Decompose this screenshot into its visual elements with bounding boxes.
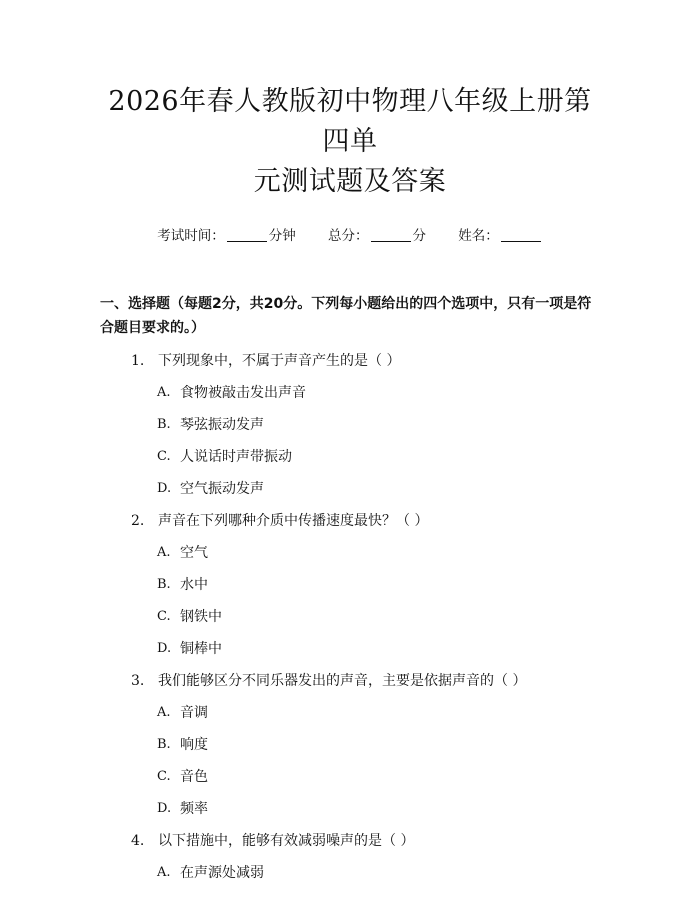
question-number: 1. xyxy=(131,353,145,369)
question-number: 3. xyxy=(131,673,145,689)
option-letter: D. xyxy=(157,801,172,816)
option xyxy=(100,702,600,724)
option-text: 空气振动发声 xyxy=(180,481,264,497)
exam-time-label: 考试时间： xyxy=(157,228,225,244)
option xyxy=(100,766,600,788)
option xyxy=(100,382,600,404)
question xyxy=(100,510,600,660)
question-text: 声音在下列哪种介质中传播速度最快？（ ） xyxy=(158,513,429,529)
question-list xyxy=(100,350,600,884)
option-letter: D. xyxy=(157,641,172,656)
student-name-blank xyxy=(501,227,541,242)
option xyxy=(100,862,600,884)
question-number: 4. xyxy=(131,833,145,849)
option xyxy=(100,446,600,468)
option xyxy=(100,542,600,564)
page-title xyxy=(100,0,600,202)
option-text: 空气 xyxy=(180,545,208,561)
total-score-label: 总分： xyxy=(328,228,369,244)
option-letter: B. xyxy=(157,737,171,752)
section-heading-choice: 一、选择题（每题2分，共20分。下列每小题给出的四个选项中，只有一项是符合题目要求的。） xyxy=(100,296,592,336)
title-line-2: 元测试题及答案 xyxy=(253,166,447,197)
option-letter: B. xyxy=(157,417,171,432)
option-text: 音调 xyxy=(180,705,208,721)
option-letter: C. xyxy=(157,769,171,784)
option-text: 钢铁中 xyxy=(180,609,222,625)
option-letter: D. xyxy=(157,481,172,496)
student-name-field xyxy=(458,226,543,246)
exam-time-unit: 分钟 xyxy=(268,228,296,244)
total-score-blank xyxy=(371,227,411,242)
question-text: 以下措施中，能够有效减弱噪声的是（ ） xyxy=(158,833,415,849)
exam-time-field xyxy=(157,226,296,246)
option-letter: C. xyxy=(157,449,171,464)
option xyxy=(100,638,600,660)
option-letter: A. xyxy=(157,385,171,400)
option xyxy=(100,606,600,628)
question xyxy=(100,670,600,820)
option xyxy=(100,734,600,756)
option xyxy=(100,478,600,500)
option-text: 食物被敲击发出声音 xyxy=(180,385,306,401)
option-text: 频率 xyxy=(180,801,208,817)
option-text: 响度 xyxy=(180,737,208,753)
option-letter: A. xyxy=(157,865,171,880)
option-text: 人说话时声带振动 xyxy=(180,449,292,465)
option-text: 在声源处减弱 xyxy=(180,865,264,881)
option-letter: C. xyxy=(157,609,171,624)
option-text: 铜棒中 xyxy=(180,641,222,657)
question-text: 我们能够区分不同乐器发出的声音，主要是依据声音的（ ） xyxy=(158,673,527,689)
question-text: 下列现象中，不属于声音产生的是（ ） xyxy=(158,353,401,369)
total-score-unit: 分 xyxy=(412,228,426,244)
question-number: 2. xyxy=(131,513,145,529)
exam-time-blank xyxy=(227,227,267,242)
option-text: 琴弦振动发声 xyxy=(180,417,264,433)
option-letter: A. xyxy=(157,545,171,560)
option-text: 音色 xyxy=(180,769,208,785)
exam-meta xyxy=(100,226,600,246)
option xyxy=(100,414,600,436)
option-text: 水中 xyxy=(180,577,208,593)
option xyxy=(100,798,600,820)
title-line-1: 2026年春人教版初中物理八年级上册第四单 xyxy=(108,86,592,157)
question xyxy=(100,350,600,500)
option xyxy=(100,574,600,596)
student-name-label: 姓名： xyxy=(458,228,499,244)
total-score-field xyxy=(328,226,426,246)
option-letter: B. xyxy=(157,577,171,592)
option-letter: A. xyxy=(157,705,171,720)
question xyxy=(100,830,600,884)
